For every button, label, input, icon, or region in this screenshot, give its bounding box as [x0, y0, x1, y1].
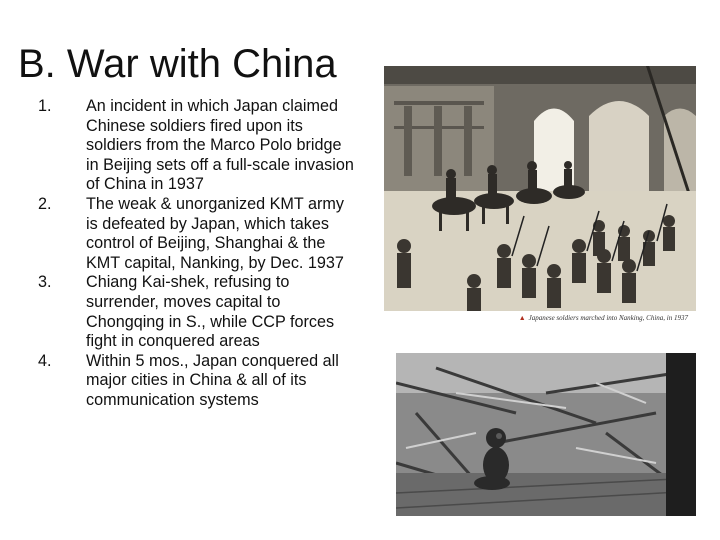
- photo-soldiers-marching-nanking: [384, 66, 696, 328]
- photo-child-in-ruins: [396, 353, 696, 516]
- item-text: An incident in which Japan claimed Chinese soldiers fired upon its soldiers from the Marco Polo bridge in Beijing sets off a full-scale invasion of China in 1937: [86, 97, 354, 194]
- item-number: 1.: [38, 97, 52, 115]
- slide-title: B. War with China: [18, 42, 337, 86]
- list-item: [38, 195, 358, 273]
- list-item: [38, 273, 358, 351]
- item-number: 3.: [38, 273, 52, 292]
- item-text: The weak & unorganized KMT army is defeated by Japan, which takes control of Beijing, Shanghai & the KMT capital, Nanking, by Dec. 1937: [86, 194, 344, 272]
- item-number: 2.: [38, 194, 52, 213]
- caption-marker-icon: ▲: [518, 314, 526, 322]
- item-number: 4.: [38, 351, 52, 370]
- caption-text: Japanese soldiers marched into Nanking, China, in 1937: [528, 314, 688, 322]
- item-text: Within 5 mos., Japan conquered all major cities in China & all of its communication systems: [86, 351, 339, 409]
- photo-caption: [519, 314, 688, 322]
- list-item: [38, 352, 358, 411]
- item-text: Chiang Kai-shek, refusing to surrender, moves capital to Chongqing in S., while CCP forces fight in conquered areas: [86, 273, 335, 351]
- list-item: [38, 97, 358, 195]
- bullet-list: [38, 97, 358, 411]
